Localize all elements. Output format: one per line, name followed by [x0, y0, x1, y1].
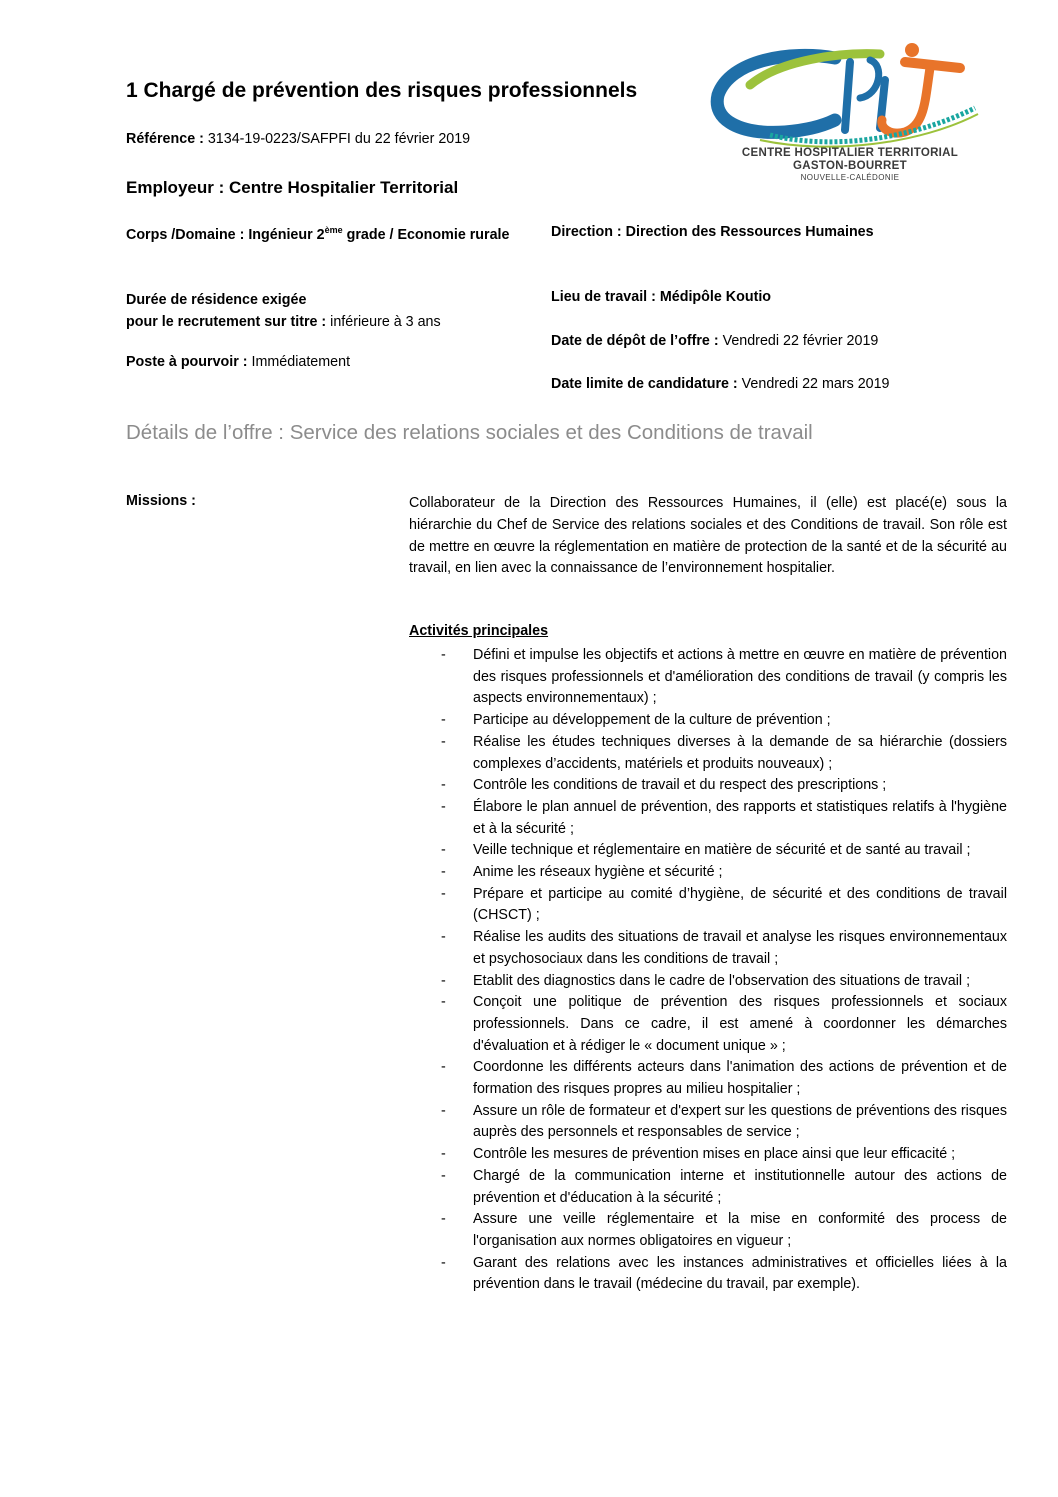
- corps-part1: Corps /Domaine : Ingénieur 2: [126, 227, 325, 243]
- depot-value: Vendredi 22 février 2019: [718, 333, 879, 349]
- bullet-dash: -: [441, 1254, 446, 1271]
- missions-text: Collaborateur de la Direction des Ressources Humaines, il (elle) est placé(e) sous la hiérarchie du Chef de Service des relations sociales et des Conditions de travail. Son rôle est de mettre en œuvre la réglementation en matière de protection de la santé et de la sécurité au travail, en lien avec la connaissance de l’environnement hospitalier.: [409, 495, 1007, 577]
- reference: [126, 131, 470, 147]
- reference-value: 3134-19-0223/SAFPFI du 22 février 2019: [203, 131, 471, 147]
- bullet-dash: -: [441, 864, 446, 881]
- activity-text: Contrôle les conditions de travail et du respect des prescriptions ;: [473, 777, 887, 794]
- activity-text: Participe au développement de la culture de prévention ;: [473, 712, 831, 729]
- activity-text: Conçoit une politique de prévention des risques professionnels et sociaux professionnels. Dans ce cadre, il est amené à coordonner les démarches d'évaluation et à rédiger le « document unique » ;: [473, 994, 1007, 1054]
- activity-item: [409, 992, 1007, 1057]
- activities-heading: Activités principales: [409, 623, 549, 639]
- bullet-dash: -: [441, 647, 446, 663]
- bullet-dash: -: [441, 1102, 446, 1119]
- activity-item: [409, 732, 1007, 775]
- activity-item: [409, 1253, 1007, 1296]
- activity-text: Chargé de la communication interne et institutionnelle autour des actions de prévention et d'éducation à la sécurité ;: [473, 1167, 1007, 1206]
- employer: Employeur : Centre Hospitalier Territorial: [126, 178, 459, 197]
- corps-domaine: [126, 224, 511, 246]
- activity-text: Assure une veille réglementaire et la mise en conformité des process de l'organisation aux normes obligatoires en vigueur ;: [473, 1211, 1007, 1249]
- details-heading: Détails de l’offre : Service des relations sociales et des Conditions de travail: [126, 421, 813, 444]
- poste-a-pourvoir: [126, 354, 350, 370]
- activity-item: [409, 927, 1007, 970]
- bullet-dash: -: [441, 1211, 446, 1228]
- logo-line3: NOUVELLE-CALÉDONIE: [800, 173, 900, 182]
- activity-text: Etablit des diagnostics dans le cadre de l'observation des situations de travail ;: [473, 972, 971, 989]
- direction: Direction : Direction des Ressources Humaines: [551, 224, 874, 240]
- activity-item: [409, 862, 1007, 884]
- corps-part2: grade / Economie rurale: [342, 227, 510, 243]
- activity-text: Assure un rôle de formateur et d'expert sur les questions de préventions des risques auprès des personnels et responsables de service ;: [473, 1102, 1007, 1141]
- activity-item: [409, 710, 1007, 732]
- duree-line2: [126, 311, 441, 333]
- activity-item: [409, 645, 1007, 710]
- activity-item: [409, 1057, 1007, 1100]
- page-title: 1 Chargé de prévention des risques professionnels: [126, 79, 638, 102]
- date-depot: [551, 333, 878, 349]
- corps-sup: ème: [324, 225, 343, 236]
- bullet-dash: -: [441, 929, 446, 946]
- activity-text: Coordonne les différents acteurs dans l'animation des actions de prévention et de formation des risques propres au milieu hospitalier ;: [473, 1059, 1007, 1098]
- depot-label: Date de dépôt de l’offre :: [551, 333, 719, 349]
- logo-line1: CENTRE HOSPITALIER TERRITORIAL: [741, 147, 959, 159]
- bullet-dash: -: [441, 712, 446, 729]
- activity-text: Défini et impulse les objectifs et actions à mettre en œuvre en matière de prévention des risques professionnels et d'amélioration des conditions de travail (y compris les aspects environnementaux) ;: [473, 647, 1007, 707]
- activity-item: [409, 884, 1007, 927]
- activity-text: Veille technique et réglementaire en matière de sécurité et de santé au travail ;: [473, 842, 971, 859]
- duree-line1: Durée de résidence exigée: [126, 292, 307, 308]
- bullet-dash: -: [441, 1059, 446, 1076]
- activity-text: Garant des relations avec les instances administratives et officielles liées à la prévention dans le travail (médecine du travail, par exemple).: [473, 1254, 1007, 1293]
- activity-item: [409, 1101, 1007, 1144]
- duree-residence: [126, 289, 441, 333]
- activity-item: [409, 840, 1007, 862]
- activity-text: Prépare et participe au comité d’hygiène, de sécurité et des conditions de travail (CHSCT) ;: [473, 885, 1007, 924]
- duree-line2-label: pour le recrutement sur titre :: [126, 314, 327, 330]
- bullet-dash: -: [441, 777, 446, 794]
- activity-text: Contrôle les mesures de prévention mises en place ainsi que leur efficacité ;: [473, 1146, 956, 1163]
- poste-label: Poste à pourvoir :: [126, 354, 248, 370]
- bullet-dash: -: [441, 972, 446, 989]
- bullet-dash: -: [441, 1146, 446, 1163]
- reference-label: Référence :: [126, 131, 204, 147]
- activity-item: [409, 1166, 1007, 1209]
- activity-item: [409, 797, 1007, 840]
- lieu-travail: Lieu de travail : Médipôle Koutio: [551, 289, 772, 305]
- limite-value: Vendredi 22 mars 2019: [737, 376, 890, 392]
- activity-text: Élabore le plan annuel de prévention, des rapports et statistiques relatifs à l'hygiène et à la sécurité ;: [473, 798, 1007, 837]
- bullet-dash: -: [441, 798, 446, 815]
- bullet-dash: -: [441, 1167, 446, 1184]
- date-limite: [551, 376, 890, 392]
- bullet-dash: -: [441, 842, 446, 859]
- logo-line2: GASTON-BOURRET: [793, 160, 907, 172]
- activities-list: [409, 645, 1007, 1296]
- bullet-dash: -: [441, 994, 446, 1011]
- activity-item: [409, 971, 1007, 993]
- duree-line2-value: inférieure à 3 ans: [326, 314, 441, 330]
- activity-item: [409, 1144, 1007, 1166]
- activity-item: [409, 1209, 1007, 1252]
- bullet-dash: -: [441, 733, 446, 750]
- bullet-dash: -: [441, 885, 446, 902]
- activity-text: Anime les réseaux hygiène et sécurité ;: [473, 864, 723, 881]
- poste-value: Immédiatement: [247, 354, 351, 370]
- activity-item: [409, 775, 1007, 797]
- missions-label: Missions :: [126, 493, 196, 509]
- limite-label: Date limite de candidature :: [551, 376, 738, 392]
- activity-text: Réalise les études techniques diverses à la demande de sa hiérarchie (dossiers complexes d’accidents, matériels et produits nouveaux) ;: [473, 733, 1007, 772]
- activity-text: Réalise les audits des situations de travail et analyse les risques environnementaux et psychosociaux dans les conditions de travail ;: [473, 929, 1007, 967]
